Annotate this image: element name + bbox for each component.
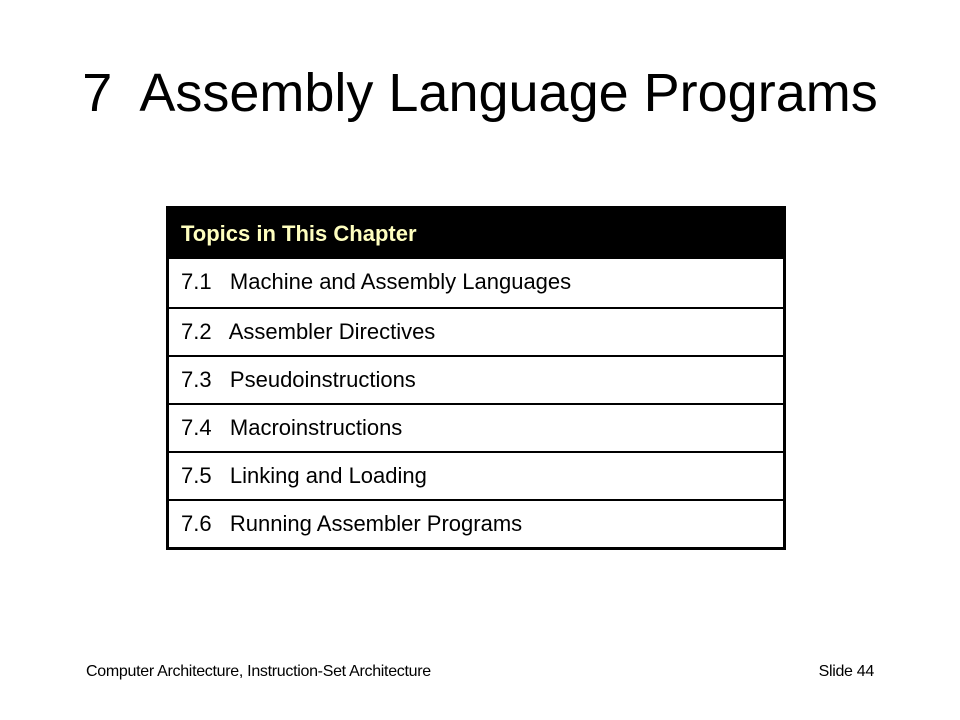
topic-row: 7.3 Pseudoinstructions — [169, 355, 783, 403]
topics-table-body — [169, 259, 783, 547]
topic-row: 7.5 Linking and Loading — [169, 451, 783, 499]
footer-course-title: Computer Architecture, Instruction-Set Architecture — [86, 663, 431, 680]
topic-row: 7.1 Machine and Assembly Languages — [169, 259, 783, 307]
topic-row: 7.2 Assembler Directives — [169, 307, 783, 355]
slide-title: 7 Assembly Language Programs — [82, 63, 878, 123]
topics-table-header: Topics in This Chapter — [169, 209, 783, 259]
topic-row: 7.6 Running Assembler Programs — [169, 499, 783, 547]
topic-row: 7.4 Macroinstructions — [169, 403, 783, 451]
footer-slide-number: Slide 44 — [818, 663, 874, 680]
topics-table — [166, 206, 786, 550]
